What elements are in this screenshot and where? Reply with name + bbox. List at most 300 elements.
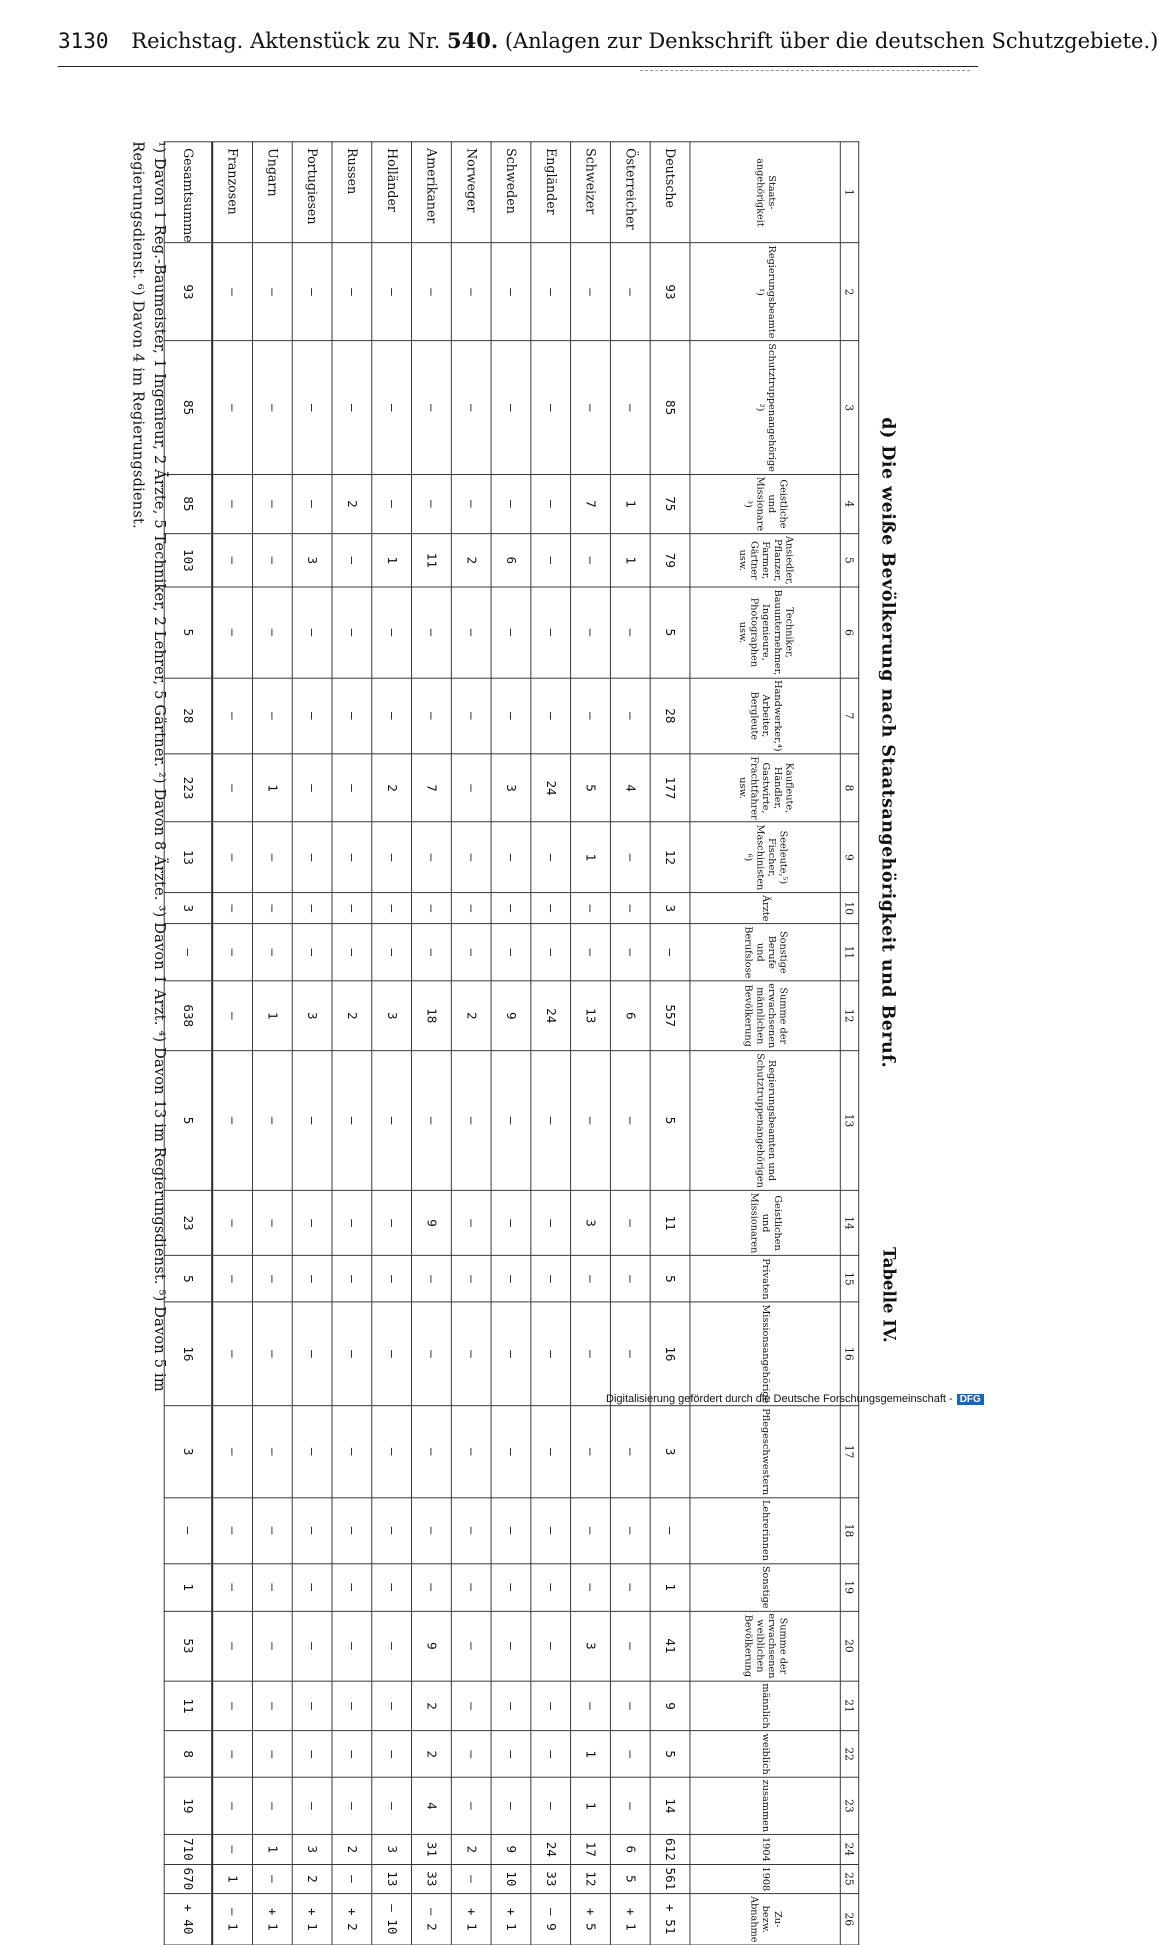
table-cell: — <box>292 923 332 980</box>
table-cell: — <box>451 1302 491 1406</box>
table-cell: 85 <box>164 474 212 533</box>
table-cell: — <box>292 677 332 753</box>
table-cell: 6 <box>610 1834 650 1864</box>
column-number-row <box>840 141 858 1944</box>
table-cell: — <box>412 243 452 341</box>
column-header: Geistliche und Missionare ³) <box>690 474 840 533</box>
table-cell: — <box>571 1405 611 1497</box>
table-cell: 557 <box>650 980 690 1050</box>
column-header: Summe der erwachsenen weiblichen Bevölkerung <box>690 1610 840 1680</box>
table-cell: — <box>372 923 412 980</box>
table-cell: 1 <box>252 1834 292 1864</box>
table-cell: 24 <box>531 1834 571 1864</box>
table-cell: — <box>412 1255 452 1301</box>
table-cell: — <box>531 243 571 341</box>
table-cell: 103 <box>164 533 212 587</box>
table-cell: 5 <box>650 1731 690 1777</box>
table-cell: — <box>252 1731 292 1777</box>
table-cell: — <box>451 340 491 473</box>
table-cell: — <box>610 923 650 980</box>
table-cell: 11 <box>164 1680 212 1730</box>
table-cell: + 1 <box>451 1893 491 1944</box>
table-cell: 17 <box>571 1834 611 1864</box>
table-cell: 2 <box>451 980 491 1050</box>
table-cell: — <box>252 1405 292 1497</box>
table-cell: 2 <box>332 980 372 1050</box>
table-cell: — <box>610 340 650 473</box>
table-cell: — <box>292 753 332 821</box>
table-cell: — <box>252 587 292 678</box>
column-number: 23 <box>840 1777 858 1834</box>
table-cell: 177 <box>650 753 690 821</box>
table-cell: — <box>571 1255 611 1301</box>
table-cell: — <box>212 980 252 1050</box>
table-cell: 5 <box>650 587 690 678</box>
header-rule-dashed <box>640 70 970 71</box>
table-cell: — 10 <box>372 1893 412 1944</box>
table-cell: — <box>212 1497 252 1563</box>
table-cell: — <box>451 1255 491 1301</box>
column-header: Regierungsbeamten und Schutztruppenangehörigen <box>690 1050 840 1190</box>
column-number: 4 <box>840 474 858 533</box>
column-number: 26 <box>840 1893 858 1944</box>
column-number: 10 <box>840 892 858 923</box>
table-cell: — <box>292 822 332 893</box>
table-cell: — <box>332 1680 372 1730</box>
table-row <box>571 141 611 1944</box>
table-cell: — <box>650 923 690 980</box>
table-cell: — <box>212 587 252 678</box>
table-cell: — <box>571 1680 611 1730</box>
table-cell: 223 <box>164 753 212 821</box>
table-cell: — <box>451 1731 491 1777</box>
table-cell: — <box>571 892 611 923</box>
table-cell: — <box>332 1405 372 1497</box>
table-cell: — <box>610 1731 650 1777</box>
table-cell: — <box>212 753 252 821</box>
column-number: 22 <box>840 1731 858 1777</box>
table-cell: — <box>610 1190 650 1255</box>
table-cell: 3 <box>650 1405 690 1497</box>
table-cell: — <box>412 1302 452 1406</box>
table-cell: — <box>491 1563 531 1611</box>
table-cell: — <box>252 340 292 473</box>
table-cell: — 1 <box>212 1893 252 1944</box>
table-cell: 2 <box>451 1834 491 1864</box>
table-cell: 13 <box>571 980 611 1050</box>
table-cell: — <box>610 1777 650 1834</box>
table-cell: 18 <box>412 980 452 1050</box>
table-cell: 5 <box>571 753 611 821</box>
table-cell: — <box>610 1050 650 1190</box>
column-header: Missionsangehörige <box>690 1302 840 1406</box>
header-rule <box>58 66 978 67</box>
column-number: 6 <box>840 587 858 678</box>
column-header: Kaufleute, Händler, Gastwirte, Frachtfahrer usw. <box>690 753 840 821</box>
header-subtitle: (Anlagen zur Denkschrift über die deutschen Schutzgebiete.) <box>504 29 1158 53</box>
table-cell: 4 <box>412 1777 452 1834</box>
table-cell: — <box>212 1731 252 1777</box>
table-cell: 13 <box>372 1864 412 1894</box>
table-cell: — <box>531 1497 571 1563</box>
table-cell: — <box>491 1405 531 1497</box>
table-cell: 612 <box>650 1834 690 1864</box>
row-label: Franzosen <box>212 141 252 242</box>
table-cell: 2 <box>332 1834 372 1864</box>
column-number: 20 <box>840 1610 858 1680</box>
table-cell: 33 <box>531 1864 571 1894</box>
table-cell: — <box>372 1190 412 1255</box>
table-cell: — <box>212 1610 252 1680</box>
column-header: 1904 <box>690 1834 840 1864</box>
table-cell: — <box>332 1610 372 1680</box>
table-cell: — <box>571 587 611 678</box>
table-cell: 3 <box>292 1834 332 1864</box>
table-cell: + 1 <box>292 1893 332 1944</box>
table-cell: 3 <box>571 1610 611 1680</box>
table-cell: — <box>571 1497 611 1563</box>
table-cell: — <box>650 1497 690 1563</box>
table-cell: — <box>292 1680 332 1730</box>
row-label: Ungarn <box>252 141 292 242</box>
table-cell: 23 <box>164 1190 212 1255</box>
table-cell: — <box>212 474 252 533</box>
table-cell: + 40 <box>164 1893 212 1944</box>
table-cell: 3 <box>372 980 412 1050</box>
table-cell: 16 <box>650 1302 690 1406</box>
table-cell: — <box>531 677 571 753</box>
table-cell: 3 <box>491 753 531 821</box>
table-cell: — <box>610 1680 650 1730</box>
table-cell: 3 <box>164 892 212 923</box>
table-cell: 2 <box>372 753 412 821</box>
table-cell: — <box>252 923 292 980</box>
table-cell: — <box>252 243 292 341</box>
digitization-credit <box>606 1393 984 1405</box>
table-cell: 1 <box>571 1731 611 1777</box>
table-cell: — <box>292 340 332 473</box>
table-cell: — <box>412 822 452 893</box>
table-cell: — <box>332 1864 372 1894</box>
table-cell: — <box>372 1405 412 1497</box>
table-cell: — <box>491 243 531 341</box>
table-cell: — <box>451 1190 491 1255</box>
table-cell: — <box>610 243 650 341</box>
table-cell: — <box>252 1190 292 1255</box>
footnotes <box>128 141 171 1441</box>
table-title: d) Die weiße Bevölkerung nach Staatsangehörigkeit und Beruf. <box>877 416 898 1068</box>
table-cell: — <box>292 243 332 341</box>
table-cell: 1 <box>571 822 611 893</box>
table-cell: — <box>212 533 252 587</box>
table-cell: — <box>610 822 650 893</box>
table-cell: 53 <box>164 1610 212 1680</box>
table-row <box>451 141 491 1944</box>
table-cell: 41 <box>650 1610 690 1680</box>
table-cell: — <box>252 1777 292 1834</box>
table-cell: — <box>252 533 292 587</box>
table-cell: — <box>292 1497 332 1563</box>
table-cell: — <box>451 587 491 678</box>
table-cell: — <box>491 1777 531 1834</box>
table-cell: + 5 <box>571 1893 611 1944</box>
table-cell: 10 <box>491 1864 531 1894</box>
column-header: Zu- bezw. Abnahme <box>690 1893 840 1944</box>
table-cell: — <box>531 474 571 533</box>
column-number: 18 <box>840 1497 858 1563</box>
table-cell: — <box>252 822 292 893</box>
column-number: 24 <box>840 1834 858 1864</box>
table-cell: — <box>212 1680 252 1730</box>
table-cell: — <box>451 243 491 341</box>
table-cell: 6 <box>491 533 531 587</box>
table-cell: — <box>292 1405 332 1497</box>
row-label: Norweger <box>451 141 491 242</box>
table-cell: — <box>372 243 412 341</box>
table-cell: — <box>531 1255 571 1301</box>
table-cell: — <box>292 1050 332 1190</box>
table-cell: — 9 <box>531 1893 571 1944</box>
table-cell: — <box>252 1680 292 1730</box>
table-cell: — <box>252 677 292 753</box>
table-cell: + 1 <box>252 1893 292 1944</box>
table-cell: 5 <box>164 1050 212 1190</box>
table-cell: — <box>451 892 491 923</box>
table-cell: — <box>292 1190 332 1255</box>
table-cell: + 1 <box>610 1893 650 1944</box>
column-header: 1908 <box>690 1864 840 1894</box>
header-reichstag: Reichstag. <box>131 29 244 53</box>
table-row <box>650 141 690 1944</box>
table-cell: 85 <box>164 340 212 473</box>
table-cell: — <box>212 1834 252 1864</box>
table-row <box>292 141 332 1944</box>
table-cell: 93 <box>164 243 212 341</box>
table-cell: 9 <box>491 1834 531 1864</box>
table-cell: — <box>332 892 372 923</box>
table-cell: — <box>412 474 452 533</box>
table-cell: — <box>531 340 571 473</box>
table-cell: 16 <box>164 1302 212 1406</box>
table-cell: — <box>412 677 452 753</box>
table-cell: 2 <box>412 1731 452 1777</box>
table-cell: — <box>491 1731 531 1777</box>
table-cell: 1 <box>372 533 412 587</box>
table-cell: — <box>491 587 531 678</box>
table-row <box>252 141 292 1944</box>
column-number: 17 <box>840 1405 858 1497</box>
table-cell: — <box>571 1050 611 1190</box>
table-cell: 4 <box>610 753 650 821</box>
table-cell: — <box>610 677 650 753</box>
table-cell: 3 <box>292 980 332 1050</box>
table-cell: — <box>212 677 252 753</box>
table-cell: — <box>531 892 571 923</box>
table-row <box>531 141 571 1944</box>
table-cell: 75 <box>650 474 690 533</box>
column-header: Geistlichen und Missionaren <box>690 1190 840 1255</box>
table-cell: 9 <box>412 1190 452 1255</box>
table-cell: — <box>372 892 412 923</box>
row-label: Schweden <box>491 141 531 242</box>
column-number: 15 <box>840 1255 858 1301</box>
table-cell: — <box>531 1731 571 1777</box>
table-cell: — <box>491 677 531 753</box>
table-cell: — <box>332 822 372 893</box>
table-cell: 9 <box>650 1680 690 1730</box>
footnote-line-2: Regierungsdienst. ⁶) Davon 4 im Regierungsdienst. <box>129 140 148 529</box>
table-row <box>212 141 252 1944</box>
table-cell: — <box>372 1255 412 1301</box>
table-cell: — <box>252 1255 292 1301</box>
table-cell: — <box>292 587 332 678</box>
table-cell: — <box>491 474 531 533</box>
table-cell: — <box>451 822 491 893</box>
table-cell: — <box>332 1190 372 1255</box>
table-cell: — <box>332 1731 372 1777</box>
column-header: Seeleute,⁵) Fischer, Maschinisten ⁶) <box>690 822 840 893</box>
table-cell: — <box>212 1302 252 1406</box>
column-number: 5 <box>840 533 858 587</box>
column-header: Sonstige <box>690 1563 840 1611</box>
table-cell: — <box>451 1497 491 1563</box>
table-cell: — <box>292 1302 332 1406</box>
table-row <box>610 141 650 1944</box>
table-cell: — <box>412 587 452 678</box>
table-cell: 5 <box>650 1255 690 1301</box>
table-cell: — <box>372 587 412 678</box>
column-header: Staats-angehörigkeit <box>690 141 840 242</box>
table-cell: — <box>372 822 412 893</box>
table-cell: — <box>412 892 452 923</box>
table-cell: — <box>451 923 491 980</box>
table-cell: 2 <box>451 533 491 587</box>
table-cell: — <box>571 340 611 473</box>
table-cell: — <box>571 243 611 341</box>
table-cell: — <box>212 1050 252 1190</box>
row-label: Engländer <box>531 141 571 242</box>
table-cell: — <box>212 243 252 341</box>
table-cell: — <box>212 923 252 980</box>
table-cell: 3 <box>571 1190 611 1255</box>
table-cell: 5 <box>164 1255 212 1301</box>
table-cell: — <box>451 753 491 821</box>
table-cell: 3 <box>164 1405 212 1497</box>
row-label: Russen <box>332 141 372 242</box>
table-cell: 2 <box>292 1864 332 1894</box>
table-cell: — <box>531 533 571 587</box>
table-cell: 1 <box>650 1563 690 1611</box>
table-row <box>372 141 412 1944</box>
table-cell: — <box>332 1050 372 1190</box>
table-cell: — <box>610 892 650 923</box>
table-cell: 7 <box>412 753 452 821</box>
row-label: Amerikaner <box>412 141 452 242</box>
column-number: 14 <box>840 1190 858 1255</box>
table-cell: 12 <box>650 822 690 893</box>
table-cell: — <box>292 1777 332 1834</box>
table-cell: — <box>451 1680 491 1730</box>
table-cell: — <box>292 474 332 533</box>
column-number: 9 <box>840 822 858 893</box>
table-cell: 3 <box>292 533 332 587</box>
table-cell: — <box>412 1563 452 1611</box>
table-cell: — <box>571 1302 611 1406</box>
table-cell: 9 <box>491 980 531 1050</box>
table-cell: — <box>164 1497 212 1563</box>
row-label: Gesamtsumme <box>164 141 212 242</box>
table-cell: — <box>372 677 412 753</box>
table-cell: 28 <box>650 677 690 753</box>
column-header: Schutztruppenangehörige ²) <box>690 340 840 473</box>
table-cell: — <box>332 243 372 341</box>
table-cell: — <box>531 1190 571 1255</box>
row-label: Portugiesen <box>292 141 332 242</box>
table-cell: — <box>412 1405 452 1497</box>
column-number: 12 <box>840 980 858 1050</box>
table-cell: — <box>531 1302 571 1406</box>
table-cell: 19 <box>164 1777 212 1834</box>
table-cell: 93 <box>650 243 690 341</box>
column-number: 16 <box>840 1302 858 1406</box>
table-cell: 33 <box>412 1864 452 1894</box>
table-cell: 12 <box>571 1864 611 1894</box>
table-cell: — <box>372 1302 412 1406</box>
table-cell: — <box>610 1563 650 1611</box>
table-cell: — <box>252 1610 292 1680</box>
column-header: Lehrerinnen <box>690 1497 840 1563</box>
table-cell: — <box>610 587 650 678</box>
table-cell: — <box>252 892 292 923</box>
table-cell: 3 <box>372 1834 412 1864</box>
table-cell: 638 <box>164 980 212 1050</box>
table-cell: 710 <box>164 1834 212 1864</box>
table-cell: 24 <box>531 980 571 1050</box>
table-cell: — <box>372 474 412 533</box>
table-cell: 14 <box>650 1777 690 1834</box>
table-cell: — <box>610 1255 650 1301</box>
table-cell: — <box>451 1050 491 1190</box>
row-label: Schweizer <box>571 141 611 242</box>
table-cell: — <box>531 1610 571 1680</box>
table-cell: — <box>292 1255 332 1301</box>
table-cell: 31 <box>412 1834 452 1864</box>
table-cell: — 2 <box>412 1893 452 1944</box>
table-cell: — <box>212 1563 252 1611</box>
column-header: Pflegeschwestern <box>690 1405 840 1497</box>
table-cell: 11 <box>650 1190 690 1255</box>
table-cell: — <box>332 340 372 473</box>
credit-text: Digitalisierung gefördert durch die Deutsche Forschungsgemeinschaft - <box>606 1393 953 1405</box>
table-cell: 2 <box>332 474 372 533</box>
table-cell: + 51 <box>650 1893 690 1944</box>
column-number: 2 <box>840 243 858 341</box>
table-cell: — <box>531 923 571 980</box>
table-cell: — <box>491 340 531 473</box>
table-cell: — <box>332 1497 372 1563</box>
table-cell: — <box>332 587 372 678</box>
table-cell: — <box>571 923 611 980</box>
table-cell: — <box>332 1255 372 1301</box>
column-header: Ansiedler, Pflanzer, Farmer, Gärtner usw. <box>690 533 840 587</box>
header-number: 540. <box>446 28 499 53</box>
table-cell: + 2 <box>332 1893 372 1944</box>
column-header: männlich <box>690 1680 840 1730</box>
table-cell: 1 <box>252 980 292 1050</box>
table-cell: — <box>451 1777 491 1834</box>
table-cell: — <box>531 1050 571 1190</box>
table-cell: 9 <box>412 1610 452 1680</box>
